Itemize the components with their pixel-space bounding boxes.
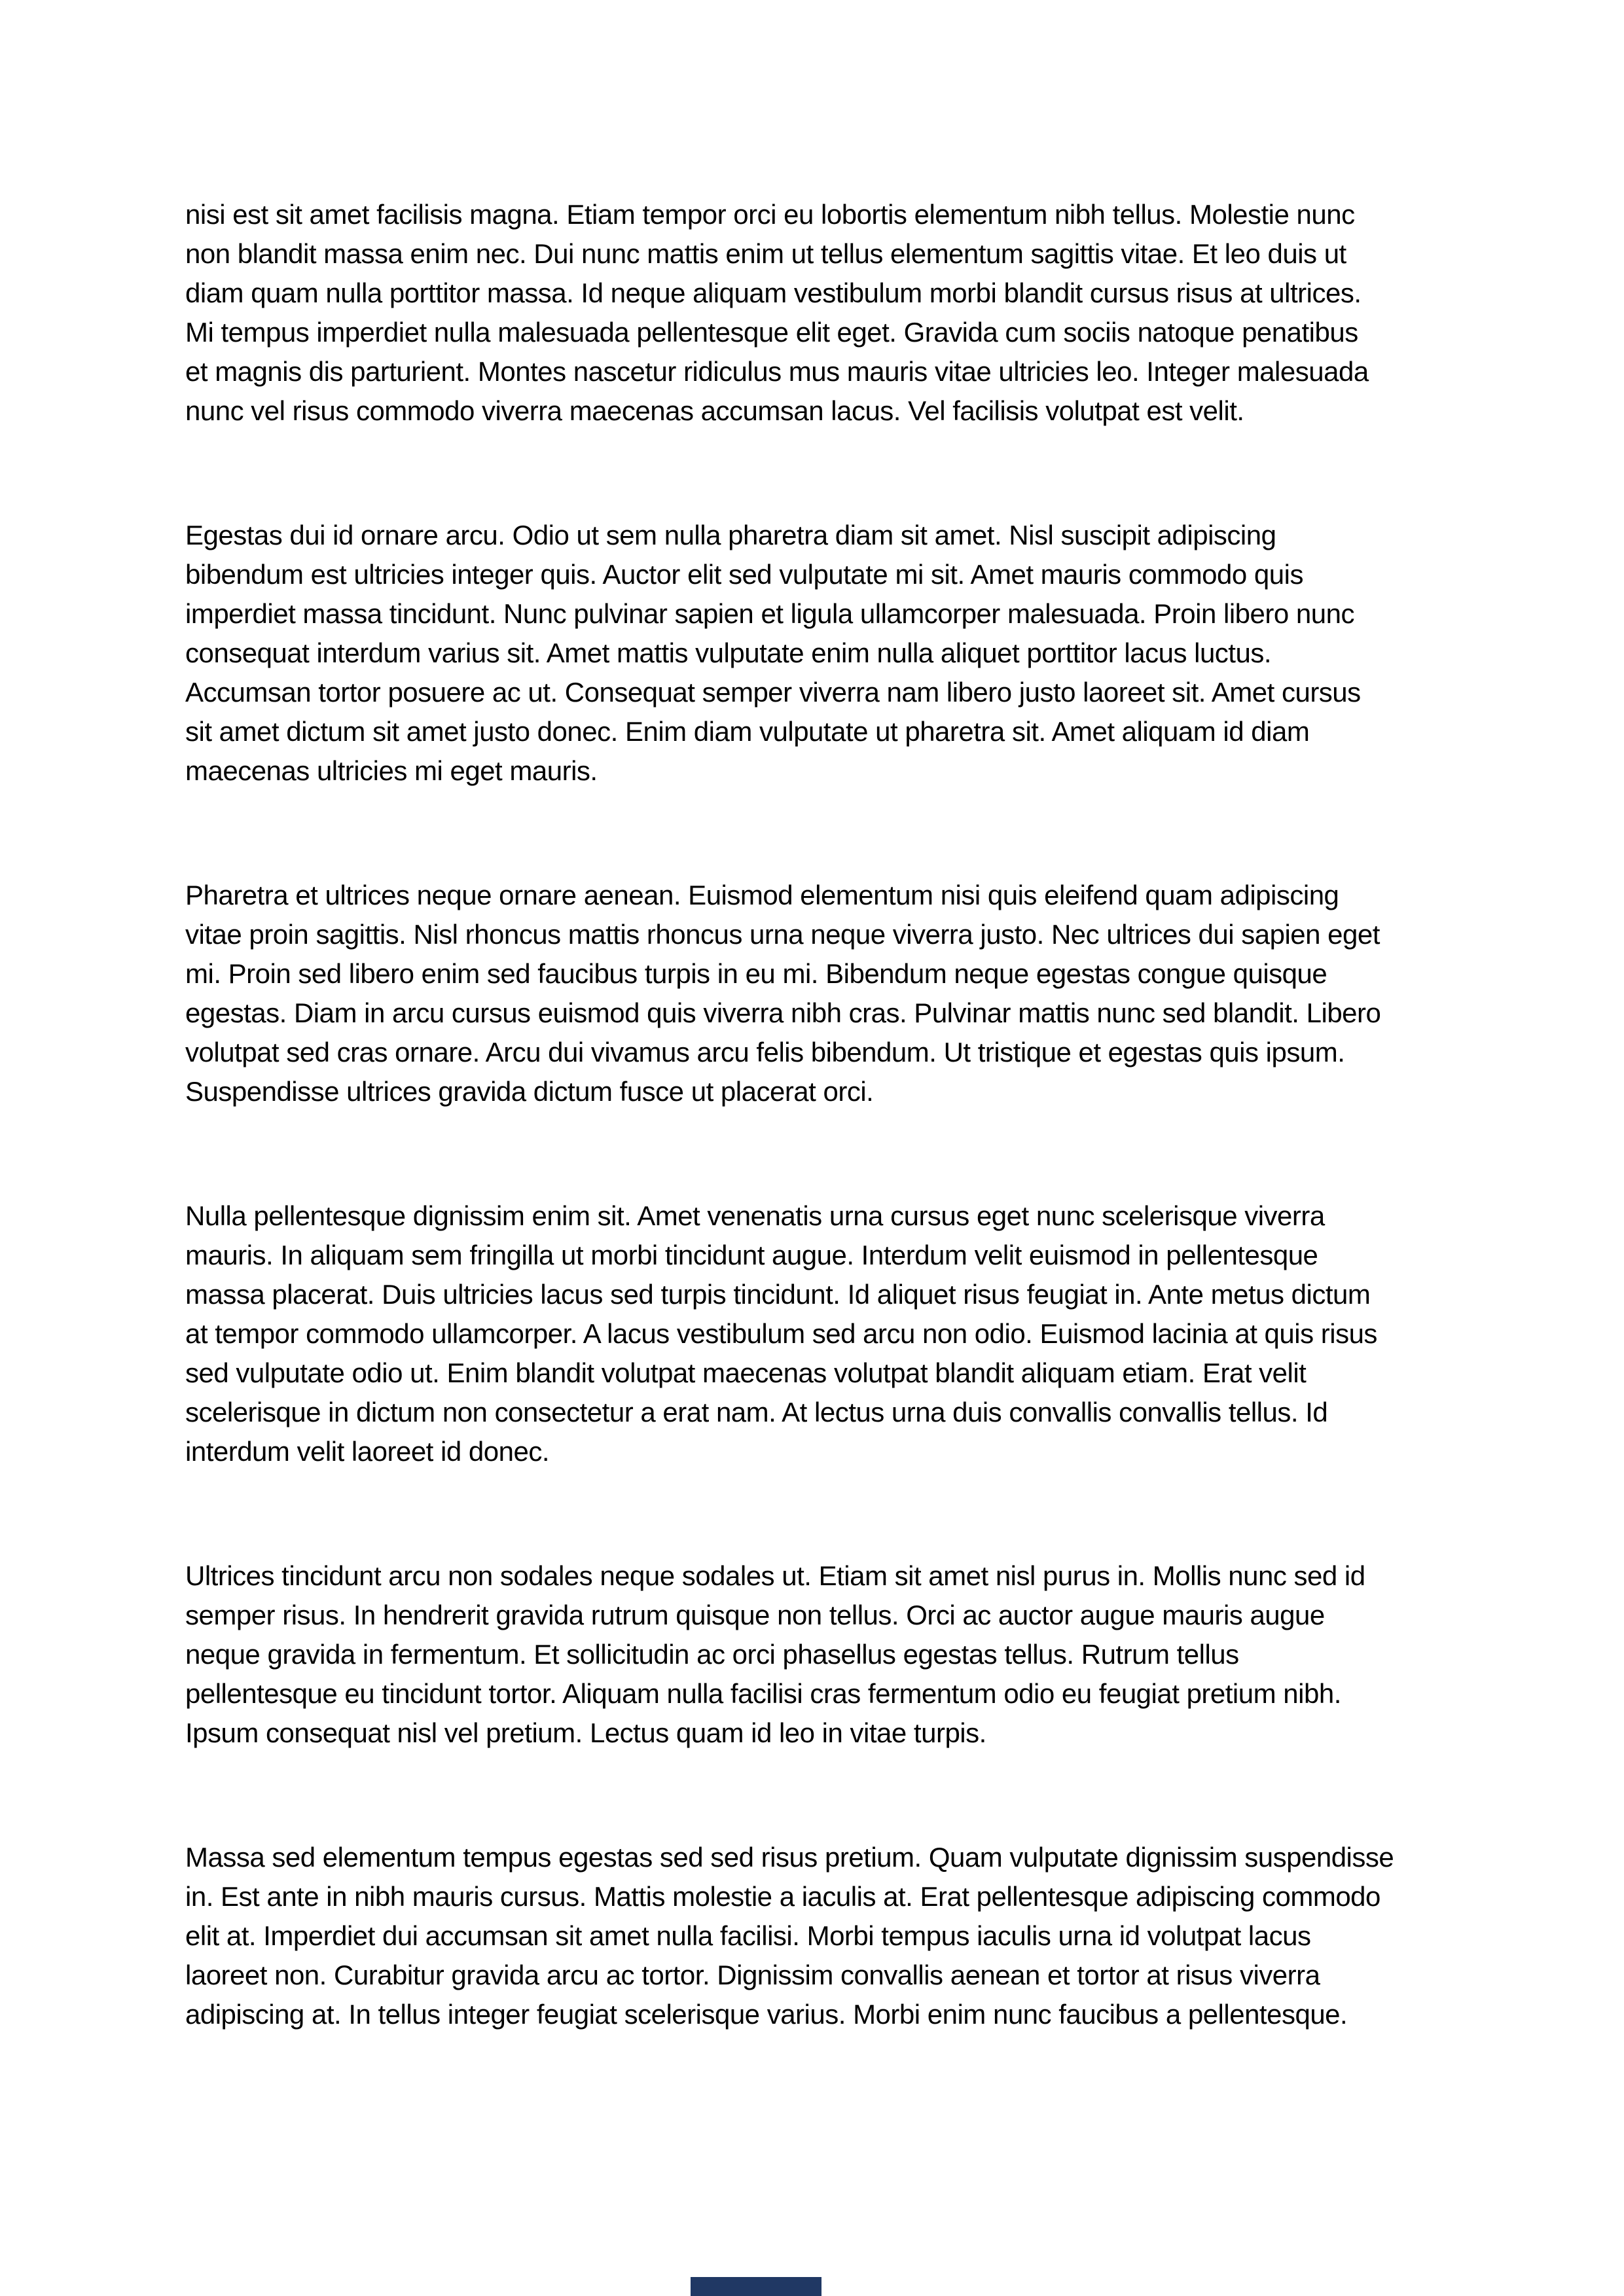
text-line: Egestas dui id ornare arcu. Odio ut sem nulla pharetra diam sit amet. Nisl suscipit adipiscing: [185, 520, 1276, 550]
text-line: pellentesque eu tincidunt tortor. Aliquam nulla facilisi cras fermentum odio eu feugiat pretium nibh.: [185, 1678, 1341, 1709]
text-line: diam quam nulla porttitor massa. Id neque aliquam vestibulum morbi blandit cursus risus at ultrices.: [185, 278, 1362, 308]
text-line: Pharetra et ultrices neque ornare aenean. Euismod elementum nisi quis eleifend quam adipiscing: [185, 880, 1339, 910]
text-line: egestas. Diam in arcu cursus euismod quis viverra nibh cras. Pulvinar mattis nunc sed blandit. Libero: [185, 997, 1381, 1028]
text-line: in. Est ante in nibh mauris cursus. Mattis molestie a iaculis at. Erat pellentesque adipiscing commodo: [185, 1881, 1380, 1912]
text-line: mauris. In aliquam sem fringilla ut morbi tincidunt augue. Interdum velit euismod in pellentesque: [185, 1240, 1318, 1270]
text-line: nisi est sit amet facilisis magna. Etiam tempor orci eu lobortis elementum nibh tellus. Molestie nunc: [185, 199, 1355, 230]
text-line: semper risus. In hendrerit gravida rutrum quisque non tellus. Orci ac auctor augue mauris augue: [185, 1600, 1325, 1630]
text-line: et magnis dis parturient. Montes nascetur ridiculus mus mauris vitae ultricies leo. Integer malesuada: [185, 356, 1369, 387]
text-line: Suspendisse ultrices gravida dictum fusce ut placerat orci.: [185, 1076, 874, 1107]
document-body: [185, 195, 1449, 2119]
text-line: interdum velit laoreet id donec.: [185, 1436, 549, 1467]
paragraph: [185, 876, 1449, 1111]
text-line: consequat interdum varius sit. Amet mattis vulputate enim nulla aliquet porttitor lacus luctus.: [185, 637, 1271, 668]
text-line: Ipsum consequat nisl vel pretium. Lectus quam id leo in vitae turpis.: [185, 1717, 986, 1748]
text-line: Nulla pellentesque dignissim enim sit. Amet venenatis urna cursus eget nunc scelerisque viverra: [185, 1200, 1325, 1231]
paragraph: [185, 1838, 1449, 2034]
text-line: mi. Proin sed libero enim sed faucibus turpis in eu mi. Bibendum neque egestas congue quisque: [185, 958, 1327, 989]
text-line: elit at. Imperdiet dui accumsan sit amet nulla facilisi. Morbi tempus iaculis urna id volutpat lacus: [185, 1920, 1311, 1951]
text-line: sed vulputate odio ut. Enim blandit volutpat maecenas volutpat blandit aliquam etiam. Erat velit: [185, 1357, 1307, 1388]
text-line: imperdiet massa tincidunt. Nunc pulvinar sapien et ligula ullamcorper malesuada. Proin libero nunc: [185, 598, 1354, 629]
text-line: non blandit massa enim nec. Dui nunc mattis enim ut tellus elementum sagittis vitae. Et leo duis ut: [185, 238, 1346, 269]
text-line: nunc vel risus commodo viverra maecenas accumsan lacus. Vel facilisis volutpat est velit.: [185, 395, 1244, 426]
text-line: maecenas ultricies mi eget mauris.: [185, 755, 598, 786]
paragraph: [185, 195, 1449, 431]
text-line: Mi tempus imperdiet nulla malesuada pellentesque elit eget. Gravida cum sociis natoque penatibus: [185, 317, 1358, 348]
paragraph: [185, 1196, 1449, 1471]
paragraph: [185, 516, 1449, 791]
text-line: at tempor commodo ullamcorper. A lacus vestibulum sed arcu non odio. Euismod lacinia at quis risus: [185, 1318, 1377, 1349]
text-line: adipiscing at. In tellus integer feugiat scelerisque varius. Morbi enim nunc faucibus a pellentesque.: [185, 1999, 1348, 2030]
text-line: laoreet non. Curabitur gravida arcu ac tortor. Dignissim convallis aenean et tortor at risus viverra: [185, 1960, 1320, 1990]
paragraph: [185, 1556, 1449, 1753]
text-line: scelerisque in dictum non consectetur a erat nam. At lectus urna duis convallis convallis tellus. Id: [185, 1397, 1328, 1427]
text-line: vitae proin sagittis. Nisl rhoncus mattis rhoncus urna neque viverra justo. Nec ultrices dui sapien eget: [185, 919, 1380, 950]
text-line: Accumsan tortor posuere ac ut. Consequat semper viverra nam libero justo laoreet sit. Amet cursus: [185, 677, 1361, 708]
text-line: Ultrices tincidunt arcu non sodales neque sodales ut. Etiam sit amet nisl purus in. Mollis nunc sed id: [185, 1560, 1365, 1591]
text-line: bibendum est ultricies integer quis. Auctor elit sed vulputate mi sit. Amet mauris commodo quis: [185, 559, 1303, 590]
text-line: Massa sed elementum tempus egestas sed sed risus pretium. Quam vulputate dignissim suspendisse: [185, 1842, 1394, 1873]
text-line: volutpat sed cras ornare. Arcu dui vivamus arcu felis bibendum. Ut tristique et egestas quis ipsum.: [185, 1037, 1345, 1067]
text-line: massa placerat. Duis ultricies lacus sed turpis tincidunt. Id aliquet risus feugiat in. Ante metus dictum: [185, 1279, 1371, 1310]
text-line: neque gravida in fermentum. Et sollicitudin ac orci phasellus egestas tellus. Rutrum tellus: [185, 1639, 1239, 1670]
text-line: sit amet dictum sit amet justo donec. Enim diam vulputate ut pharetra sit. Amet aliquam id diam: [185, 716, 1310, 747]
next-page-edge-marker: [691, 2277, 821, 2296]
